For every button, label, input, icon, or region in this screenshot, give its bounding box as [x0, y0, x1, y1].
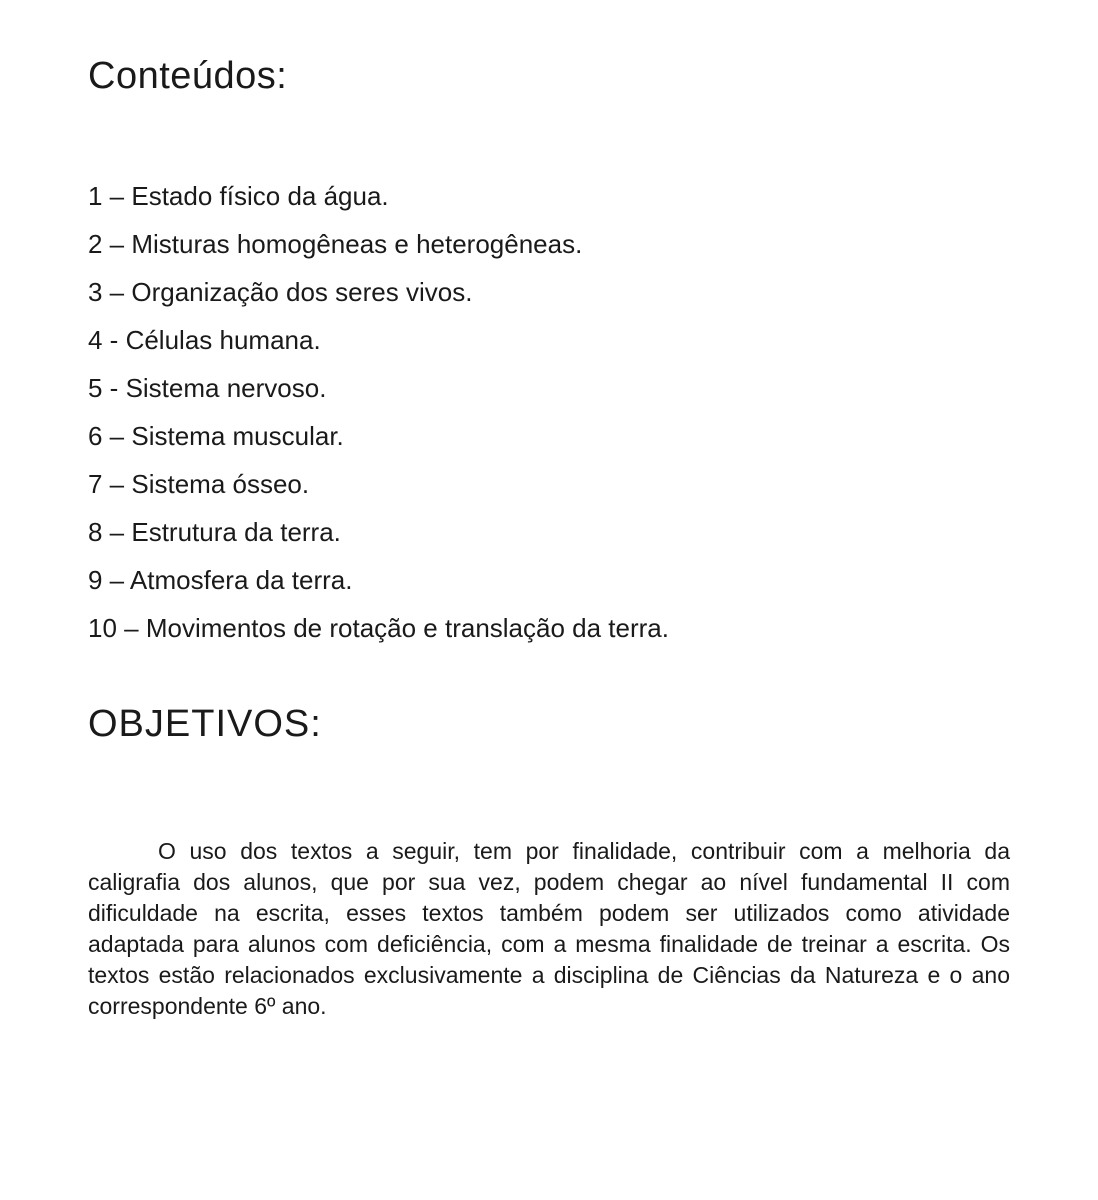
list-item-8: 8 – Estrutura da terra.: [88, 517, 341, 547]
list-item-9: 9 – Atmosfera da terra.: [88, 565, 353, 595]
objectives-paragraph: O uso dos textos a seguir, tem por finalidade, contribuir com a melhoria da caligrafia dos alunos, que por sua vez, podem chegar ao nível fundamental II com dificuldade na escrita, esses textos também podem ser utilizados como atividade adaptada para alunos com deficiência, com a mesma finalidade de treinar a escrita. Os textos estão relacionados exclusivamente a disciplina de Ciências da Natureza e o ano correspondente 6º ano.: [88, 838, 1010, 1019]
list-item-2: 2 – Misturas homogêneas e heterogêneas.: [88, 229, 583, 259]
list-item-1: 1 – Estado físico da água.: [88, 181, 389, 211]
list-item-6: 6 – Sistema muscular.: [88, 421, 344, 451]
contents-heading: Conteúdos:: [88, 55, 288, 97]
list-item-4: 4 - Células humana.: [88, 325, 321, 355]
list-item-5: 5 - Sistema nervoso.: [88, 373, 327, 403]
objectives-heading: OBJETIVOS:: [88, 703, 322, 745]
list-item-7: 7 – Sistema ósseo.: [88, 469, 310, 499]
list-item-3: 3 – Organização dos seres vivos.: [88, 277, 473, 307]
list-item-10: 10 – Movimentos de rotação e translação da terra.: [88, 613, 669, 643]
contents-list: [88, 172, 669, 652]
